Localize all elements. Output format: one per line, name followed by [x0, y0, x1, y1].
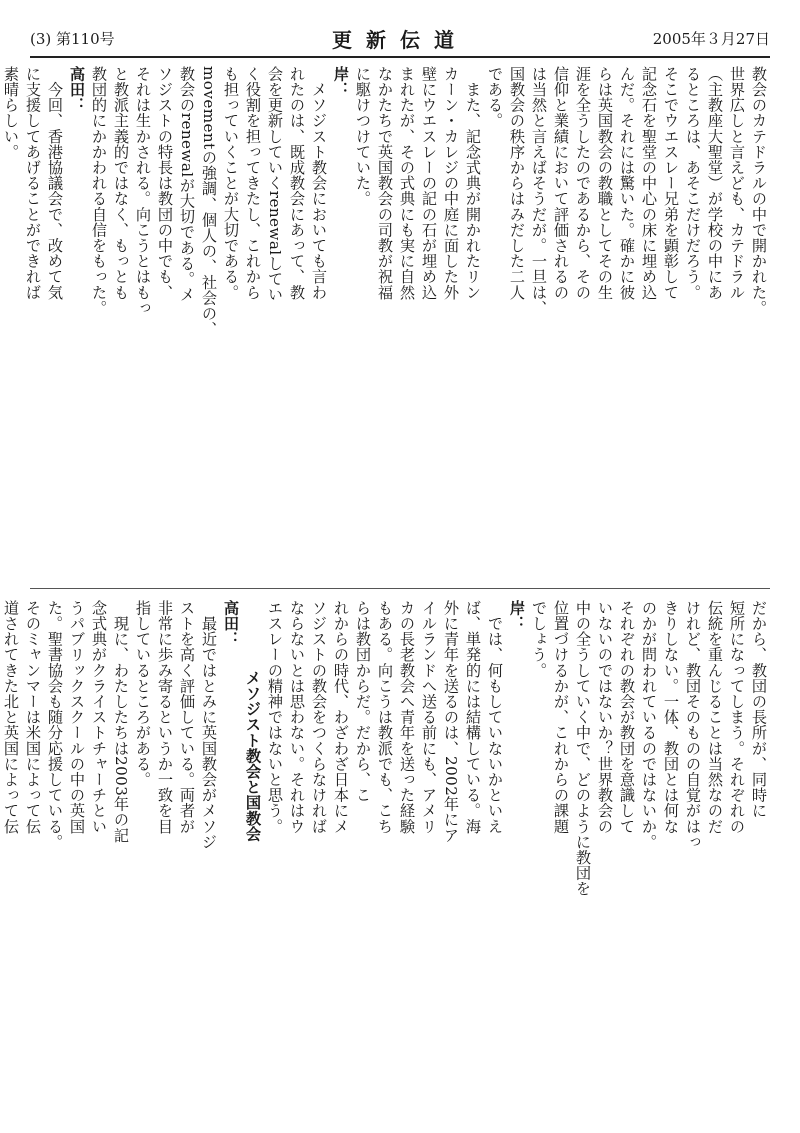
text-column: まれたが、その式典にも実に自然: [398, 66, 416, 300]
text-column: いないのではないか？世界教会の: [596, 600, 614, 834]
text-column: く役割を担ってきたし、これから: [244, 66, 262, 300]
text-column: 壁にウエスレーの記の石が埋め込: [420, 66, 438, 300]
text-column: カの長老教会へ青年を送った経験: [398, 600, 416, 834]
text-column: 非常に歩み寄るというか一致を目: [156, 600, 174, 834]
text-column: 教団的にかかわれる自信をもった。: [90, 66, 108, 316]
page-header: [30, 22, 770, 58]
text-column: では、何もしていないかといえ: [486, 600, 504, 834]
speaker-label: 高田：: [222, 600, 240, 647]
speaker-label: 岸：: [508, 600, 526, 632]
text-column: 短所になってしまう。それぞれの: [728, 600, 746, 834]
text-column: も担っていくことが大切である。: [222, 66, 240, 300]
speaker-label: 岸：: [332, 66, 350, 98]
text-column: らは教団からだ。だから、こ: [354, 600, 372, 803]
text-column: それは生かされる。向こうとはもっ: [134, 66, 152, 316]
text-column: 指しているところがある。: [134, 600, 152, 788]
text-column: ならないとは思わない。それはウ: [288, 600, 306, 834]
text-column: うパブリックスクールの中の英国: [68, 600, 86, 834]
text-column: れたのは、既成教会にあって、教: [288, 66, 306, 300]
text-column: ソジストの教会をつくらなければ: [310, 600, 328, 834]
text-column: 教会のカテドラルの中で開かれた。: [750, 66, 768, 316]
text-column: また、記念式典が開かれたリン: [464, 66, 482, 300]
text-column: イルランドへ送る前にも、アメリ: [420, 600, 438, 834]
speaker-label: 高田：: [68, 66, 86, 113]
text-column: もある。向こうは教派でも、こち: [376, 600, 394, 834]
top-tier: [2, 66, 770, 581]
text-column: 伝統を重んじることは当然なのだ: [706, 600, 724, 834]
text-column: である。: [486, 66, 504, 129]
text-column: 素晴らしい。: [2, 66, 20, 160]
text-column: ば、単発的には結構している。海: [464, 600, 482, 834]
text-column: 世界広しと言えども、カテドラル: [728, 66, 746, 300]
text-column: 会を更新していくrenewalしてい: [266, 66, 284, 303]
text-column: 涯を全うしたのであるから、その: [574, 66, 592, 300]
text-column: と教派主義的ではなく、もっとも: [112, 66, 130, 300]
text-column: そこでウエスレー兄弟を顕彰して: [662, 66, 680, 300]
text-column: 今回、香港協議会で、改めて気: [46, 66, 64, 300]
text-column: 現に、わたしたちは2003年の記: [112, 600, 130, 844]
text-column: 信仰と業績において評価されるの: [552, 66, 570, 300]
page-number-issue: (3) 第110号: [30, 30, 115, 48]
text-column: 位置づけるかが、これからの課題: [552, 600, 570, 834]
text-column: 教会のrenewalが大切である。メ: [178, 66, 196, 303]
text-column: のかが問われているのではないか。: [640, 600, 658, 850]
text-column: れからの時代、わざわざ日本にメ: [332, 600, 350, 834]
text-column: でしょう。: [530, 600, 548, 678]
text-column: カーン・カレジの中庭に面した外: [442, 66, 460, 300]
text-column: ストを高く評価している。両者が: [178, 600, 196, 834]
publication-date: 2005年３月27日: [652, 30, 770, 48]
text-column: 記念石を聖堂の中心の床に埋め込: [640, 66, 658, 300]
text-column: きりしない。一体、教団とは何な: [662, 600, 680, 834]
text-column: るところは、あそこだけだろう。: [684, 66, 702, 300]
text-column: に支援してあげることができれば: [24, 66, 42, 300]
text-column: 最近ではとみに英国教会がメソジ: [200, 600, 218, 850]
text-column: らは英国教会の教職としてその生: [596, 66, 614, 300]
text-column: けれど、教団そのものの自覚がはっ: [684, 600, 702, 850]
text-column: は当然と言えばそうだが。一旦は、: [530, 66, 548, 316]
text-column: （主教座大聖堂）が学校の中にあ: [706, 66, 724, 300]
text-column: んだ。それには驚いた。確かに彼: [618, 66, 636, 300]
text-column: それぞれの教会が教団を意識して: [618, 600, 636, 834]
text-column: た。聖書協会も随分応援している。: [46, 600, 64, 850]
text-column: エスレーの精神ではないと思う。: [266, 600, 284, 834]
text-column: movementの強調、個人の、社会の、: [200, 66, 218, 337]
text-column: 道されてきた北と英国によって伝: [2, 600, 20, 834]
text-column: 念式典がクライストチャーチとい: [90, 600, 108, 834]
section-heading: メソジスト教会と国教会: [244, 670, 262, 842]
text-column: メソジスト教会においても言わ: [310, 66, 328, 300]
text-column: 中の全うしていく中で、どのように教団を: [574, 600, 592, 897]
bottom-tier: [2, 600, 770, 1100]
text-column: 国教会の秩序からはみだした二人: [508, 66, 526, 300]
text-column: に駆けつけていた。: [354, 66, 372, 207]
tier-divider: [30, 588, 770, 589]
text-column: そのミャンマーは米国によって伝: [24, 600, 42, 834]
text-column: 外に青年を送るのは、2002年にア: [442, 600, 460, 844]
text-column: だから、教団の長所が、同時に: [750, 600, 768, 819]
text-column: なかたちで英国教会の司教が祝福: [376, 66, 394, 300]
text-column: ソジストの特長は教団の中でも、: [156, 66, 174, 300]
newsletter-title: 更新伝道: [332, 28, 468, 52]
